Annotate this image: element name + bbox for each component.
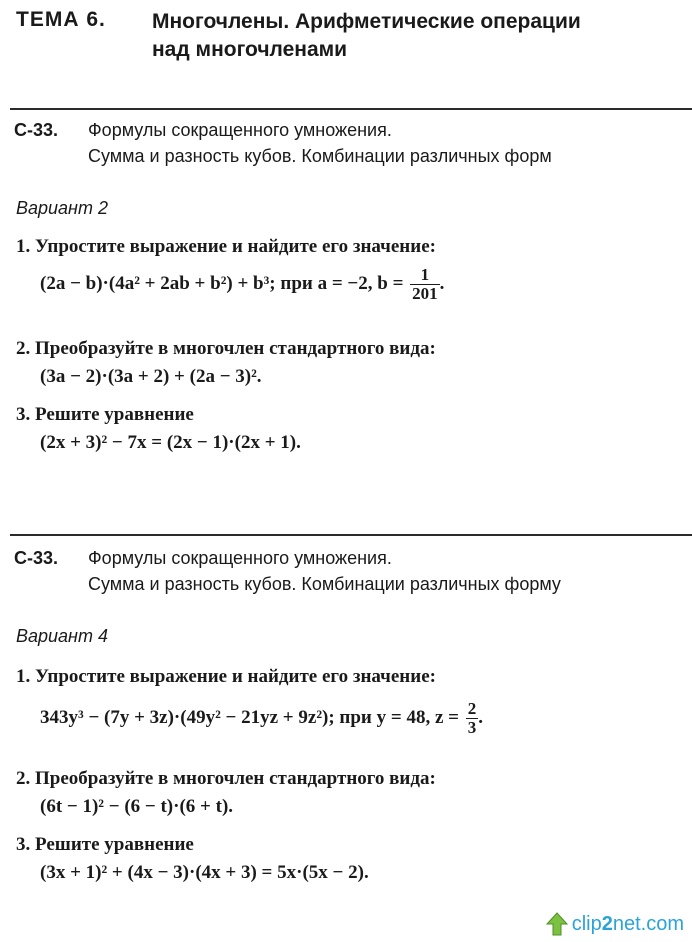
section-code: С-33. (14, 548, 59, 568)
task-3-title: 3. Решите уравнение (16, 834, 194, 855)
fraction-numerator: 1 (420, 265, 430, 284)
variant-label: Вариант 2 (16, 198, 108, 218)
task-2-title: 2. Преобразуйте в многочлен стандартного вида: (16, 338, 436, 359)
section-title-line2: Сумма и разность кубов. Комбинации различных форму (88, 574, 561, 594)
topic-title-line2: над многочленами (152, 38, 348, 61)
fraction-numerator: 2 (467, 699, 477, 718)
task-1-end: . (439, 272, 445, 294)
fraction-denominator: 201 (412, 284, 438, 303)
task-3-title: 3. Решите уравнение (16, 404, 194, 425)
task-1-expression: (2a − b)·(4a² + 2ab + b²) + b³; при a = −2, b = (40, 272, 404, 294)
section-title-line1: Формулы сокращенного умножения. (88, 120, 392, 140)
watermark-text-1: clip (571, 912, 602, 935)
section-title-line2: Сумма и разность кубов. Комбинации различных форм (88, 146, 552, 166)
upload-arrow-icon (546, 912, 568, 936)
task-2-formula: (3a − 2)·(3a + 2) + (2a − 3)². (40, 366, 262, 387)
fraction-denominator: 3 (467, 718, 477, 737)
task-3-formula: (2x + 3)² − 7x = (2x − 1)·(2x + 1). (40, 432, 301, 453)
divider-middle (10, 534, 692, 536)
fraction (410, 266, 440, 303)
task-2-formula: (6t − 1)² − (6 − t)·(6 + t). (40, 796, 234, 817)
topic-title (152, 8, 581, 64)
task-1-formula (40, 700, 483, 737)
task-1-expression: 343y³ − (7y + 3z)·(49y² − 21yz + 9z²); при y = 48, z = (40, 706, 459, 728)
variant-label: Вариант 4 (16, 626, 108, 646)
task-1-title: 1. Упростите выражение и найдите его значение: (16, 666, 436, 687)
divider-top (10, 108, 692, 110)
task-1-title: 1. Упростите выражение и найдите его значение: (16, 236, 436, 257)
watermark-text-3: net.com (612, 912, 684, 935)
section-title-line1: Формулы сокращенного умножения. (88, 548, 392, 568)
clip2net-watermark (546, 912, 684, 936)
fraction (466, 700, 479, 737)
task-1-formula (40, 266, 444, 303)
topic-title-line1: Многочлены. Арифметические операции (152, 10, 581, 33)
task-2-title: 2. Преобразуйте в многочлен стандартного вида: (16, 768, 436, 789)
watermark-text-2: 2 (601, 912, 613, 935)
topic-number: ТЕМА 6. (16, 8, 106, 31)
task-3-formula: (3x + 1)² + (4x − 3)·(4x + 3) = 5x·(5x − 2). (40, 862, 369, 883)
task-1-end: . (478, 706, 483, 728)
section-code: С-33. (14, 120, 59, 140)
